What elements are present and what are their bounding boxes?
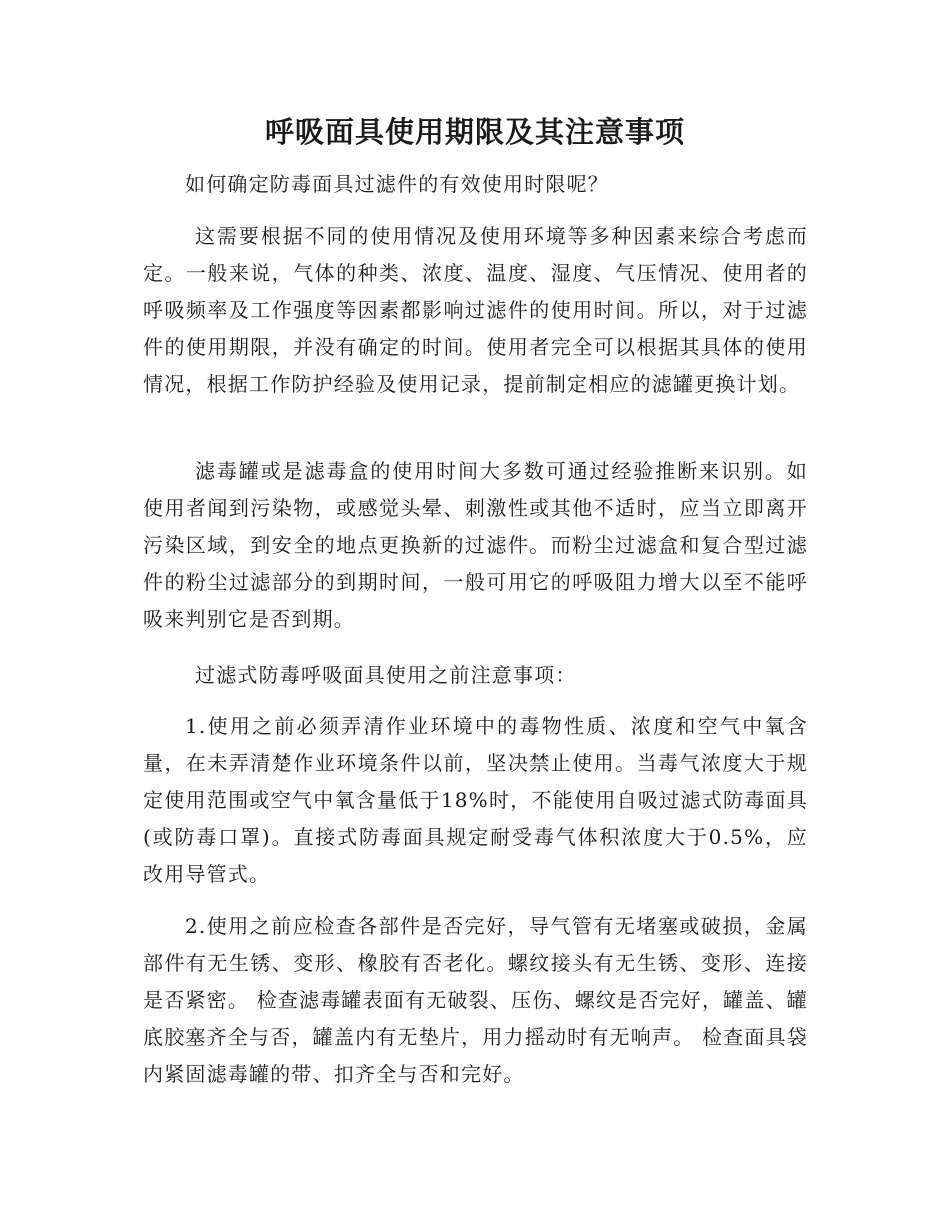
question-paragraph: 如何确定防毒面具过滤件的有效使用时限呢？: [185, 172, 609, 196]
body-paragraph: 滤毒罐或是滤毒盒的使用时间大多数可通过经验推断来识别。如使用者闻到污染物，或感觉头晕、刺激性或其他不适时，应当立即离开污染区域，到安全的地点更换新的过滤件。而粉尘过滤盒和复合型过滤件的粉尘过滤部分的到期时间，一般可用它的呼吸阻力增大以至不能呼吸来判别它是否到期。: [143, 459, 808, 631]
list-item-paragraph: 2.使用之前应检查各部件是否完好，导气管有无堵塞或破损，金属部件有无生锈、变形、橡胶有否老化。螺纹接头有无生锈、变形、连接是否紧密。 检查滤毒罐表面有无破裂、压伤、螺纹是否完好，罐盖、罐底胶塞齐全与否，罐盖内有无垫片，用力摇动时有无响声。 检查面具袋内紧固滤毒罐的带、扣齐全与否和完好。: [143, 914, 808, 1086]
page-title: 呼吸面具使用期限及其注意事项: [264, 115, 685, 149]
list-item-paragraph: 1.使用之前必须弄清作业环境中的毒物性质、浓度和空气中氧含量，在未弄清楚作业环境条件以前，坚决禁止使用。当毒气浓度大于规定使用范围或空气中氧含量低于18%时，不能使用自吸过滤式防毒面具(或防毒口罩)。直接式防毒面具规定耐受毒气体积浓度大于0.5%，应改用导管式。: [143, 714, 808, 886]
section-heading-paragraph: 过滤式防毒呼吸面具使用之前注意事项：: [195, 663, 577, 687]
body-paragraph: 这需要根据不同的使用情况及使用环境等多种因素来综合考虑而定。一般来说，气体的种类、浓度、温度、湿度、气压情况、使用者的呼吸频率及工作强度等因素都影响过滤件的使用时间。所以，对于过滤件的使用期限，并没有确定的时间。使用者完全可以根据其具体的使用情况，根据工作防护经验及使用记录，提前制定相应的滤罐更换计划。: [143, 224, 808, 396]
